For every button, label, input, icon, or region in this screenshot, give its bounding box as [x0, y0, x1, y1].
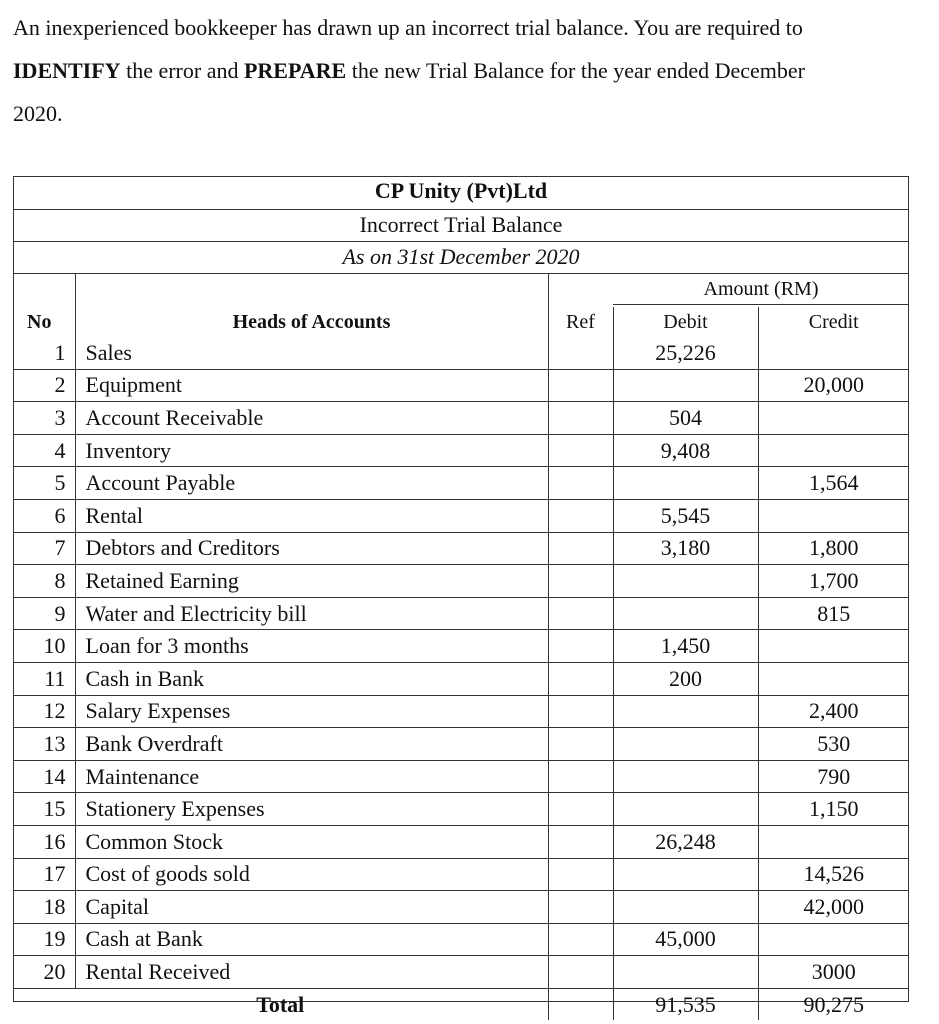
question-mid-2: the new Trial Balance for the year ended December — [346, 58, 805, 83]
row-number: 10 — [13, 630, 75, 663]
row-number: 3 — [13, 402, 75, 435]
account-name: Cash in Bank — [75, 662, 548, 695]
ref-cell — [548, 597, 613, 630]
credit-amount: 14,526 — [758, 858, 909, 891]
table-row — [13, 793, 909, 826]
account-name: Cash at Bank — [75, 923, 548, 956]
debit-amount — [613, 760, 758, 793]
debit-amount — [613, 793, 758, 826]
ref-cell — [548, 858, 613, 891]
row-number: 14 — [13, 760, 75, 793]
row-number: 2 — [13, 369, 75, 402]
credit-amount: 2,400 — [758, 695, 909, 728]
row-number: 11 — [13, 662, 75, 695]
table-row — [13, 499, 909, 532]
amount-header: Amount (RM) — [703, 278, 819, 300]
total-label: Total — [256, 991, 305, 1017]
column-divider — [75, 273, 76, 307]
debit-amount — [613, 956, 758, 989]
debit-amount: 9,408 — [613, 434, 758, 467]
ref-cell — [548, 402, 613, 435]
identify-keyword: IDENTIFY — [13, 58, 121, 83]
header-divider — [13, 241, 909, 242]
credit-amount — [758, 662, 909, 695]
row-number: 7 — [13, 532, 75, 565]
account-name: Equipment — [75, 369, 548, 402]
account-name: Common Stock — [75, 825, 548, 858]
table-row — [13, 337, 909, 369]
debit-amount — [613, 728, 758, 761]
ref-cell — [548, 891, 613, 924]
ref-cell — [548, 369, 613, 402]
row-number: 8 — [13, 565, 75, 598]
ref-cell — [548, 793, 613, 826]
statement-title: Incorrect Trial Balance — [359, 212, 563, 237]
prepare-keyword: PREPARE — [243, 58, 347, 83]
amount-divider — [613, 304, 909, 305]
credit-amount: 1,800 — [758, 532, 909, 565]
table-row — [13, 923, 909, 956]
question-line-1: An inexperienced bookkeeper has drawn up an incorrect trial balance. You are required to — [13, 15, 803, 40]
ref-cell — [548, 662, 613, 695]
debit-amount: 200 — [613, 662, 758, 695]
ref-cell — [548, 760, 613, 793]
ref-cell — [548, 695, 613, 728]
credit-amount — [758, 825, 909, 858]
ref-cell — [548, 467, 613, 500]
row-number: 1 — [13, 337, 75, 369]
table-row — [13, 369, 909, 402]
table-row — [13, 565, 909, 598]
credit-amount — [758, 499, 909, 532]
table-row — [13, 662, 909, 695]
debit-amount — [613, 467, 758, 500]
row-number: 18 — [13, 891, 75, 924]
debit-amount: 5,545 — [613, 499, 758, 532]
column-divider — [548, 273, 549, 307]
table-row — [13, 532, 909, 565]
account-name: Rental Received — [75, 956, 548, 989]
account-name: Rental — [75, 499, 548, 532]
row-number: 4 — [13, 434, 75, 467]
credit-amount: 530 — [758, 728, 909, 761]
table-row — [13, 728, 909, 761]
credit-amount — [758, 630, 909, 663]
debit-amount: 504 — [613, 402, 758, 435]
ref-cell — [548, 565, 613, 598]
ref-cell — [548, 630, 613, 663]
ref-cell — [548, 988, 613, 1020]
credit-amount: 1,150 — [758, 793, 909, 826]
credit-amount: 1,700 — [758, 565, 909, 598]
account-name: Stationery Expenses — [75, 793, 548, 826]
row-number: 13 — [13, 728, 75, 761]
ref-cell — [548, 499, 613, 532]
debit-amount: 26,248 — [613, 825, 758, 858]
row-number: 12 — [13, 695, 75, 728]
column-header-row — [13, 307, 909, 337]
table-row — [13, 695, 909, 728]
table-row — [13, 891, 909, 924]
credit-amount: 3000 — [758, 956, 909, 989]
ref-cell — [548, 728, 613, 761]
debit-amount — [613, 695, 758, 728]
statement-date: As on 31st December 2020 — [342, 244, 580, 269]
header-divider — [13, 209, 909, 210]
credit-amount: 815 — [758, 597, 909, 630]
col-credit-header: Credit — [808, 310, 859, 333]
row-number: 5 — [13, 467, 75, 500]
debit-amount — [613, 891, 758, 924]
account-name: Debtors and Creditors — [75, 532, 548, 565]
row-number: 9 — [13, 597, 75, 630]
question-text — [13, 6, 931, 135]
col-ref-header: Ref — [548, 307, 613, 337]
table-row — [13, 597, 909, 630]
credit-amount: 20,000 — [758, 369, 909, 402]
row-number: 17 — [13, 858, 75, 891]
header-divider — [13, 273, 909, 274]
account-name: Salary Expenses — [75, 695, 548, 728]
account-name: Bank Overdraft — [75, 728, 548, 761]
question-mid-1: the error and — [120, 58, 244, 83]
table-row — [13, 434, 909, 467]
ref-cell — [548, 923, 613, 956]
total-debit: 91,535 — [613, 988, 758, 1020]
trial-balance-table — [13, 307, 909, 1020]
table-row — [13, 956, 909, 989]
credit-amount: 790 — [758, 760, 909, 793]
ref-cell — [548, 434, 613, 467]
question-line-3: 2020. — [13, 101, 63, 126]
credit-amount: 1,564 — [758, 467, 909, 500]
row-number: 19 — [13, 923, 75, 956]
row-number: 16 — [13, 825, 75, 858]
table-row — [13, 825, 909, 858]
account-name: Account Payable — [75, 467, 548, 500]
total-credit: 90,275 — [803, 991, 864, 1017]
credit-amount — [758, 402, 909, 435]
company-name: CP Unity (Pvt)Ltd — [374, 178, 548, 203]
account-name: Account Receivable — [75, 402, 548, 435]
debit-amount — [613, 369, 758, 402]
debit-amount: 25,226 — [613, 337, 758, 369]
credit-amount — [758, 337, 909, 369]
col-no-header: No — [13, 307, 75, 337]
debit-amount — [613, 565, 758, 598]
row-number: 20 — [13, 956, 75, 989]
credit-amount: 42,000 — [758, 891, 909, 924]
table-row — [13, 630, 909, 663]
ref-cell — [548, 956, 613, 989]
account-name: Water and Electricity bill — [75, 597, 548, 630]
debit-amount: 1,450 — [613, 630, 758, 663]
row-number: 6 — [13, 499, 75, 532]
row-number: 15 — [13, 793, 75, 826]
col-heads-header: Heads of Accounts — [75, 307, 548, 337]
table-row — [13, 467, 909, 500]
col-debit-header: Debit — [613, 307, 758, 337]
debit-amount — [613, 858, 758, 891]
debit-amount: 45,000 — [613, 923, 758, 956]
debit-amount: 3,180 — [613, 532, 758, 565]
total-row — [13, 988, 909, 1020]
account-name: Cost of goods sold — [75, 858, 548, 891]
account-name: Retained Earning — [75, 565, 548, 598]
account-name: Inventory — [75, 434, 548, 467]
account-name: Sales — [75, 337, 548, 369]
credit-amount — [758, 923, 909, 956]
ref-cell — [548, 825, 613, 858]
ref-cell — [548, 337, 613, 369]
ref-cell — [548, 532, 613, 565]
account-name: Loan for 3 months — [75, 630, 548, 663]
table-row — [13, 760, 909, 793]
account-name: Capital — [75, 891, 548, 924]
table-row — [13, 402, 909, 435]
account-name: Maintenance — [75, 760, 548, 793]
table-row — [13, 858, 909, 891]
credit-amount — [758, 434, 909, 467]
debit-amount — [613, 597, 758, 630]
